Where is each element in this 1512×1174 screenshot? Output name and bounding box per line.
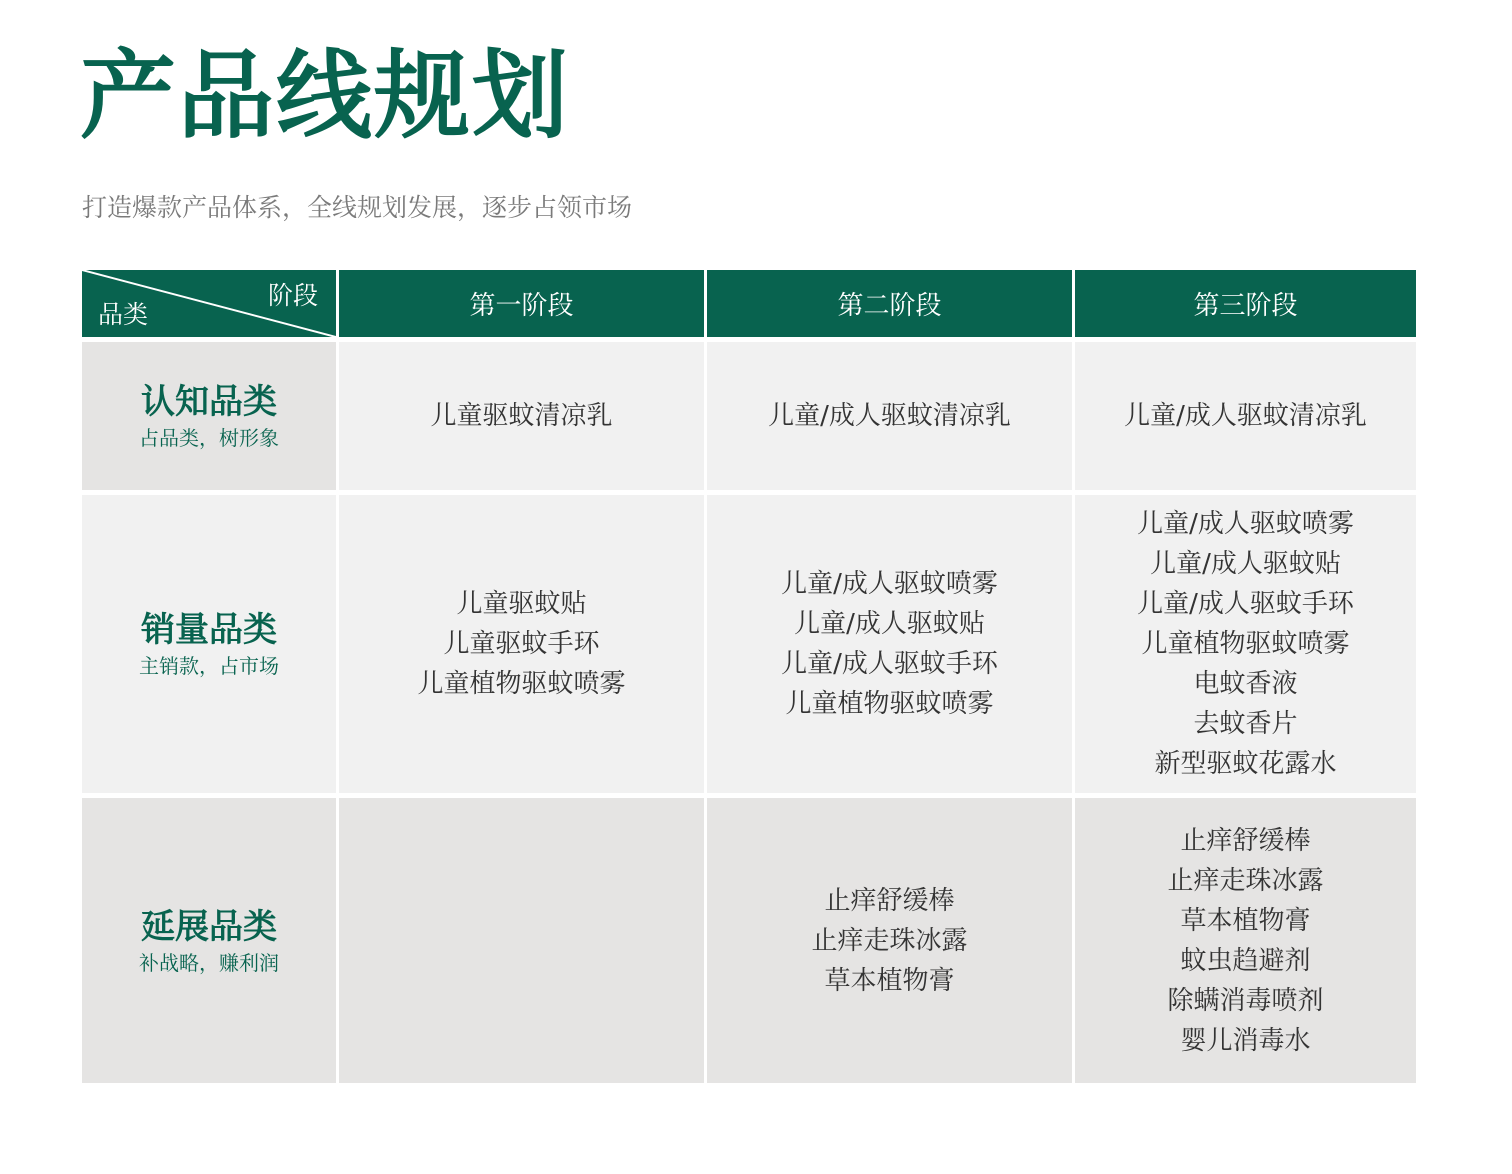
product-item: 儿童/成人驱蚊手环 bbox=[781, 649, 998, 679]
corner-category-label: 品类 bbox=[98, 300, 149, 329]
product-item: 去蚊香片 bbox=[1193, 709, 1298, 739]
table-corner-header bbox=[82, 270, 336, 337]
product-item: 儿童驱蚊清凉乳 bbox=[430, 401, 613, 431]
table-cell bbox=[1075, 342, 1416, 490]
product-item: 止痒走珠冰露 bbox=[1167, 865, 1324, 896]
stage-header-2: 第二阶段 bbox=[707, 270, 1072, 337]
table-cell bbox=[1075, 798, 1416, 1083]
product-item: 儿童/成人驱蚊清凉乳 bbox=[1124, 401, 1367, 431]
product-item: 儿童驱蚊手环 bbox=[443, 629, 600, 659]
product-item: 儿童/成人驱蚊贴 bbox=[794, 609, 985, 639]
row-subtitle: 占品类，树形象 bbox=[139, 426, 279, 450]
table-cell bbox=[339, 495, 704, 793]
row-header-extension bbox=[82, 798, 336, 1083]
stage-header-1: 第一阶段 bbox=[339, 270, 704, 337]
product-item: 蚊虫趋避剂 bbox=[1180, 945, 1311, 976]
product-item: 新型驱蚊花露水 bbox=[1154, 749, 1337, 779]
table-cell bbox=[339, 342, 704, 490]
product-item: 草本植物膏 bbox=[1180, 905, 1311, 936]
product-item: 儿童/成人驱蚊清凉乳 bbox=[768, 401, 1011, 431]
row-header-volume bbox=[82, 495, 336, 793]
product-line-table bbox=[82, 270, 1416, 1084]
row-subtitle: 补战略，赚利润 bbox=[139, 950, 279, 975]
row-title: 延展品类 bbox=[141, 906, 277, 947]
product-item: 儿童/成人驱蚊喷雾 bbox=[781, 569, 998, 599]
product-item: 儿童/成人驱蚊手环 bbox=[1137, 589, 1354, 619]
product-item: 除螨消毒喷剂 bbox=[1167, 985, 1324, 1016]
product-item: 儿童植物驱蚊喷雾 bbox=[417, 669, 626, 699]
table-cell bbox=[1075, 495, 1416, 793]
table-cell bbox=[707, 798, 1072, 1083]
page-subtitle: 打造爆款产品体系，全线规划发展，逐步占领市场 bbox=[82, 193, 633, 222]
table-cell bbox=[707, 342, 1072, 490]
page-title: 产品线规划 bbox=[80, 39, 570, 152]
row-subtitle: 主销款，占市场 bbox=[139, 654, 279, 678]
product-item: 儿童植物驱蚊喷雾 bbox=[785, 689, 994, 719]
product-item: 儿童/成人驱蚊喷雾 bbox=[1137, 509, 1354, 539]
product-item: 儿童植物驱蚊喷雾 bbox=[1141, 629, 1350, 659]
table-cell bbox=[339, 798, 704, 1083]
product-item: 电蚊香液 bbox=[1193, 669, 1298, 699]
product-item: 儿童/成人驱蚊贴 bbox=[1150, 549, 1341, 579]
product-item: 止痒舒缓棒 bbox=[1180, 825, 1311, 856]
product-item: 草本植物膏 bbox=[824, 965, 955, 996]
row-title: 认知品类 bbox=[141, 382, 277, 422]
row-header-awareness bbox=[82, 342, 336, 490]
stage-header-3: 第三阶段 bbox=[1075, 270, 1416, 337]
product-item: 止痒舒缓棒 bbox=[824, 885, 955, 916]
row-title: 销量品类 bbox=[141, 610, 277, 650]
table-cell bbox=[707, 495, 1072, 793]
corner-stage-label: 阶段 bbox=[267, 281, 318, 310]
product-item: 儿童驱蚊贴 bbox=[456, 589, 587, 619]
product-item: 止痒走珠冰露 bbox=[811, 925, 968, 956]
product-item: 婴儿消毒水 bbox=[1180, 1025, 1311, 1056]
